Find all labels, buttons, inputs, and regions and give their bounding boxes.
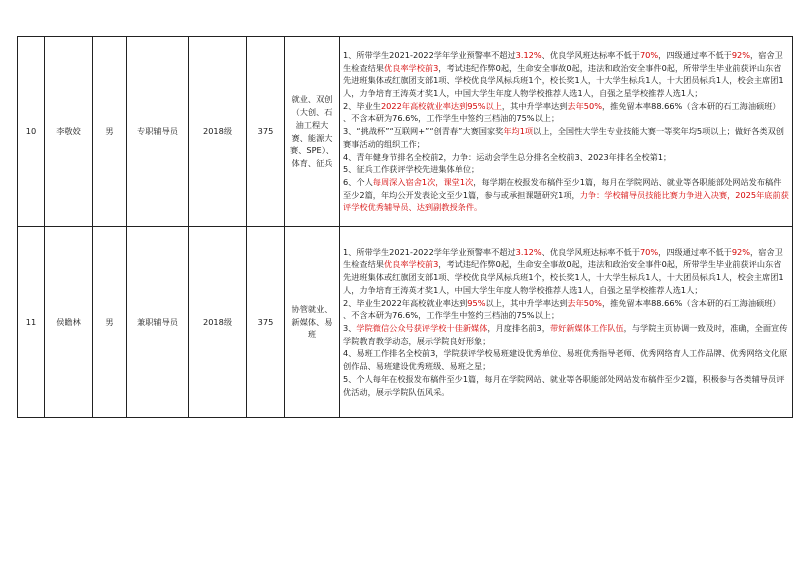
target-text: 2、毕业生 <box>343 100 381 111</box>
target-text: ，推免留本率88.66%（含本研的石工海油硕班） <box>601 100 781 111</box>
target-item <box>343 322 789 347</box>
target-item <box>343 297 789 310</box>
counselor-type: 专职辅导员 <box>127 37 189 227</box>
target-text: 以上，其中升学率达到 <box>485 297 568 308</box>
target-text: ，四级通过率不低于 <box>658 49 732 60</box>
highlighted-target-text: 70% <box>639 49 659 60</box>
counselor-name: 李敬姣 <box>45 37 93 227</box>
gender: 男 <box>93 37 127 227</box>
target-item <box>343 176 789 214</box>
highlighted-target-text: 每周深入宿舍1次，课堂1次 <box>372 176 474 187</box>
target-text: 、优良学风班达标率不低于 <box>541 49 640 60</box>
target-item <box>343 112 789 125</box>
target-text: 1、所带学生2021-2022学年学业预警率不超过 <box>343 246 516 257</box>
counselor-table <box>17 36 793 418</box>
student-count: 375 <box>247 227 285 418</box>
target-item <box>343 100 789 113</box>
target-text: 、不含本研为76.6%，工作学生中签约三档油的75%以上； <box>343 113 560 124</box>
highlighted-target-text: 92% <box>731 246 751 257</box>
gender: 男 <box>93 227 127 418</box>
highlighted-target-text: 2022年高校就业率达到95%以上 <box>380 100 502 111</box>
target-item <box>343 49 789 100</box>
table-row <box>18 227 793 418</box>
target-text: ，与学院主页协调一致及时，准确，全面宣传学院教育教学动态，展示学院良好形象； <box>343 323 788 346</box>
row-number: 10 <box>18 37 45 227</box>
target-text: ，宿舍卫生检查结果 <box>343 49 783 73</box>
target-item <box>343 125 789 150</box>
highlighted-target-text: 92% <box>731 49 751 60</box>
targets-cell <box>340 37 793 227</box>
target-text: 、优良学风班达标率不低于 <box>541 246 640 257</box>
student-count: 375 <box>247 37 285 227</box>
target-text: 以上，全国性大学生专业技能大赛一等奖年均5项以上；做好各类双创赛事活动的组织工作； <box>343 126 784 149</box>
target-text: ，推免留本率88.66%（含本研的石工海油硕班） <box>601 297 781 308</box>
work-area: 协管就业、新媒体、易班 <box>285 227 340 418</box>
grade: 2018级 <box>189 227 247 418</box>
target-item <box>343 163 789 176</box>
highlighted-target-text: 优良率学校前3 <box>383 259 439 270</box>
target-text: 2、毕业生2022年高校就业率达到 <box>343 297 468 308</box>
target-text: 4、青年健身节排名全校前2，力争：运动会学生总分排名全校前3、2023年排名全校第1； <box>343 151 672 162</box>
highlighted-target-text: 优良率学校前3 <box>383 62 439 73</box>
highlighted-target-text: 去年50% <box>567 100 602 111</box>
highlighted-target-text: 3.12% <box>515 246 542 257</box>
target-text: 5、个人每年在校报发布稿件至少1篇，每月在学院网站、就业等各职能部处网站发布稿件至少2篇，积极参与各类辅导员评优活动，展示学院队伍风采。 <box>343 373 785 397</box>
target-text: 4、易班工作排名全校前3，学院获评学校易班建设优秀单位、易班优秀指导老师、优秀网络育人工作品牌、优秀网络文化原创作品、易班建设优秀班级、易班之星； <box>343 348 788 372</box>
target-text: 6、个人 <box>343 176 373 187</box>
target-text: ，宿舍卫生检查结果 <box>343 246 783 270</box>
target-text: 3、 <box>343 323 357 333</box>
counselor-type: 兼职辅导员 <box>127 227 189 418</box>
table-row <box>18 37 793 227</box>
target-item <box>343 347 789 372</box>
highlighted-target-text: 70% <box>639 246 659 257</box>
target-text: ，月度排名前3， <box>487 323 550 333</box>
target-text: ，考试违纪作弊0起，生命安全事故0起，违法和政治安全事件0起，所带学生毕业前获评山东省先进班集体或红旗团支部1项、学校优良学风标兵班1个，校长奖1人，十大学生标兵1人，十大团员标兵1人，校会主席团1人，力争培育王涛英才奖1人，中国大学生年度人物学校推荐人选1人，自强之星学校推荐人选1人； <box>343 62 784 99</box>
highlighted-target-text: 3.12% <box>515 49 542 60</box>
target-text: ，每学期在校报发布稿件至少1篇，每月在学院网站、就业等各职能部处网站发布稿件至少2篇，年均公开发表论文至少1篇，参与或承担课题研究1项， <box>343 176 782 200</box>
highlighted-target-text: 去年50% <box>567 297 602 308</box>
target-item <box>343 246 789 297</box>
highlighted-target-text: 学院微信公众号获评学校十佳新媒体 <box>356 323 488 333</box>
target-item <box>343 373 789 398</box>
grade: 2018级 <box>189 37 247 227</box>
work-area: 就业、双创（大创、石油工程大赛、能源大赛、SPE）、体育、征兵 <box>285 37 340 227</box>
target-text: 3、“挑战杯”“互联网+”“创青春”大赛国家奖 <box>343 126 504 137</box>
target-text: 1、所带学生2021-2022学年学业预警率不超过 <box>343 49 516 60</box>
target-text: ，四级通过率不低于 <box>658 246 732 257</box>
highlighted-target-text: 95% <box>467 297 486 308</box>
target-text: ，其中升学率达到 <box>501 100 568 111</box>
target-text: 5、征兵工作获评学校先进集体单位； <box>343 164 480 175</box>
counselor-name: 侯瞻林 <box>45 227 93 418</box>
row-number: 11 <box>18 227 45 418</box>
target-text: 、不含本研为76.6%，工作学生中签约三档油的75%以上； <box>343 310 560 321</box>
highlighted-target-text: 带好新媒体工作队伍 <box>549 323 624 333</box>
target-item <box>343 151 789 164</box>
target-item <box>343 309 789 322</box>
highlighted-target-text: 力争：学校辅导员技能比赛力争进入决赛，2025年底前获评学校优秀辅导员、达到副教授条件。 <box>343 189 789 213</box>
highlighted-target-text: 年均1项 <box>503 126 534 137</box>
target-text: ，考试违纪作弊0起，生命安全事故0起，违法和政治安全事件0起，所带学生毕业前获评山东省先进班集体或红旗团支部1项、学校优良学风标兵班1个，校长奖1人，十大学生标兵1人，十大团员标兵1人，校会主席团1人，力争培育王涛英才奖1人，中国大学生年度人物学校推荐人选1人，自强之星学校推荐人选1人； <box>343 259 784 295</box>
targets-cell <box>340 227 793 418</box>
